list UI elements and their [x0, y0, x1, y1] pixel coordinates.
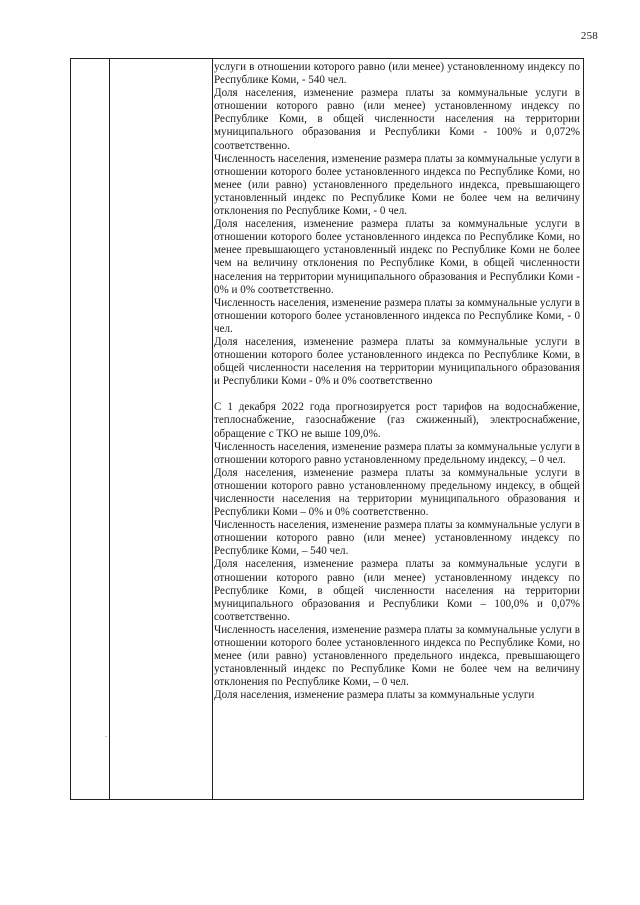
paragraph: Доля населения, изменение размера платы за коммунальные услуги в отношении которого равно установленному предельному индексу, в общей численности населения на территории муниципального образования и Республики Коми – 0% и 0% соответственно. [214, 466, 580, 519]
paragraph: Доля населения, изменение размера платы за коммунальные услуги в отношении которого равно (или менее) установленному индексу по Республике Коми, в общей численности населения на территории муниципального образования и Республики Коми - 100% и 0,072% соответственно. [214, 87, 580, 152]
scan-mark: . [105, 730, 107, 739]
column-divider-1 [109, 59, 110, 799]
paragraph: Численность населения, изменение размера платы за коммунальные услуги в отношении которого равно установленному предельному индексу, – 0 чел. [214, 440, 580, 466]
paragraph: Численность населения, изменение размера платы за коммунальные услуги в отношении которого более установленного индекса по Республике Коми, но менее (или равно) установленного предельного индекса, превышающего установленный индекс по Республике Коми не более чем на величину отклонения по Республике Коми, - 0 чел. [214, 152, 580, 218]
paragraph: Численность населения, изменение размера платы за коммунальные услуги в отношении которого более установленного индекса по Республике Коми, - 0 чел. [214, 296, 580, 335]
paragraph-spacer [214, 388, 580, 401]
paragraph: С 1 декабря 2022 года прогнозируется рост тарифов на водоснабжение, теплоснабжение, газоснабжение (газ сжиженный), электроснабжение, обращение с ТКО не выше 109,0%. [214, 401, 580, 440]
paragraph: услуги в отношении которого равно (или менее) установленному индексу по Республике Коми, - 540 чел. [214, 61, 580, 87]
paragraph: Численность населения, изменение размера платы за коммунальные услуги в отношении которого более установленного индекса по Республике Коми, но менее (или равно) установленного предельного индекса, превышающего установленный индекс по Республике Коми не более чем на величину отклонения по Республике Коми, – 0 чел. [214, 623, 580, 689]
column-divider-2 [212, 59, 213, 799]
paragraph: Доля населения, изменение размера платы за коммунальные услуги в отношении которого более установленного индекса по Республике Коми, в общей численности населения на территории муниципального образования и Республики Коми - 0% и 0% соответственно [214, 335, 580, 388]
paragraph: Доля населения, изменение размера платы за коммунальные услуги в отношении которого равно (или менее) установленному индексу по Республике Коми, в общей численности населения на территории муниципального образования и Республики Коми – 100,0% и 0,07% соответственно. [214, 558, 580, 623]
paragraph: Доля населения, изменение размера платы за коммунальные услуги в отношении которого более установленного индекса по Республике Коми, но менее превышающего установленный индекс по Республике Коми не более чем на величину отклонения по Республике Коми, в общей численности населения на территории муниципального образования и Республики Коми - 0% и 0% соответственно. [214, 218, 580, 296]
paragraph: Численность населения, изменение размера платы за коммунальные услуги в отношении которого равно (или менее) установленному индексу по Республике Коми, – 540 чел. [214, 519, 580, 558]
paragraph: Доля населения, изменение размера платы за коммунальные услуги [214, 689, 535, 702]
page-number: 258 [580, 30, 598, 42]
table-text-cell [214, 61, 580, 703]
